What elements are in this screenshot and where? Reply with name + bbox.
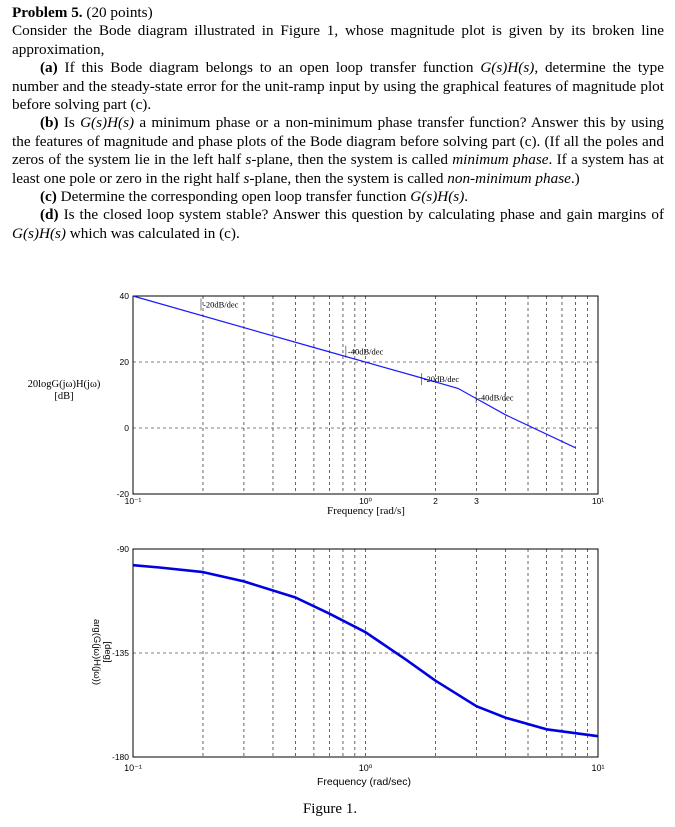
magnitude-grid: [133, 296, 598, 494]
phase-plot: [91, 544, 605, 788]
y-tick-label: -90: [116, 544, 129, 554]
phase-ylabel-2: [deg]: [102, 641, 113, 663]
part-a: (a) If this Bode diagram belongs to an open loop transfer function G(s)H(s), determine the type number and the steady-state error for the unit-ramp input by using the graphical features of magnitude plot before solving part (c).: [12, 59, 664, 114]
problem-title: Problem 5.: [12, 4, 83, 21]
x-tick-label: 10⁰: [358, 763, 373, 773]
x-tick-label: 3: [474, 496, 479, 506]
y-tick-label: -180: [111, 752, 129, 762]
y-tick-label: 40: [119, 291, 129, 301]
magnitude-xlabel: Frequency [rad/s]: [327, 505, 405, 517]
y-tick-label: -20: [116, 489, 129, 499]
x-tick-label: 10⁰: [359, 496, 372, 506]
slope-annotation: -20dB/dec: [423, 374, 460, 385]
problem-points: (20 points): [86, 4, 153, 21]
slope-annotations: [201, 299, 514, 404]
problem-intro: Consider the Bode diagram illustrated in Figure 1, whose magnitude plot is given by its broken line approximation,: [12, 22, 664, 58]
phase-xticks: [124, 763, 604, 773]
phase-xlabel: Frequency (rad/sec): [317, 776, 411, 788]
part-c: (c) Determine the corresponding open loop transfer function G(s)H(s).: [40, 188, 469, 206]
slope-annotation: -20dB/dec: [202, 299, 239, 310]
y-tick-label: 20: [119, 357, 129, 367]
magnitude-ylabel-1: 20logG(jω)H(jω): [27, 379, 101, 390]
phase-yticks: [112, 544, 129, 762]
x-tick-label: 2: [433, 496, 438, 506]
x-tick-label: 10⁻¹: [124, 496, 142, 506]
y-tick-label: 0: [124, 423, 129, 433]
slope-annotation: -40dB/dec: [478, 392, 514, 403]
phase-curve: [133, 565, 598, 736]
magnitude-ylabel-2: [dB]: [54, 391, 74, 402]
phase-grid: [133, 549, 598, 757]
figure-caption: Figure 1.: [302, 801, 358, 817]
magnitude-asymptote-line: [133, 296, 576, 448]
x-tick-label: 10¹: [591, 496, 605, 506]
x-tick-label: 10⁻¹: [124, 763, 142, 773]
slope-annotation: -40dB/dec: [347, 346, 384, 357]
part-d: (d) Is the closed loop system stable? Answer this question by calculating phase and gain margins of G(s)H(s) which was calculated in (c).: [12, 206, 664, 242]
magnitude-plot: [28, 291, 605, 517]
phase-ylabel-1: arg(G(jω)H(jω)): [91, 618, 102, 686]
magnitude-yticks: [117, 291, 130, 499]
y-tick-label: -135: [111, 648, 129, 658]
x-tick-label: 10¹: [591, 763, 605, 773]
part-b: (b) Is G(s)H(s) a minimum phase or a non-minimum phase transfer function? Answer this by using the features of magnitude and phase plots of the Bode diagram before solving part (c). (If all the poles and zeros of the system lie in the left half s-plane, then the system is called minimum phase. If a system has at least one pole or zero in the right half s-plane, then the system is called non-minimum phase.): [12, 114, 665, 187]
